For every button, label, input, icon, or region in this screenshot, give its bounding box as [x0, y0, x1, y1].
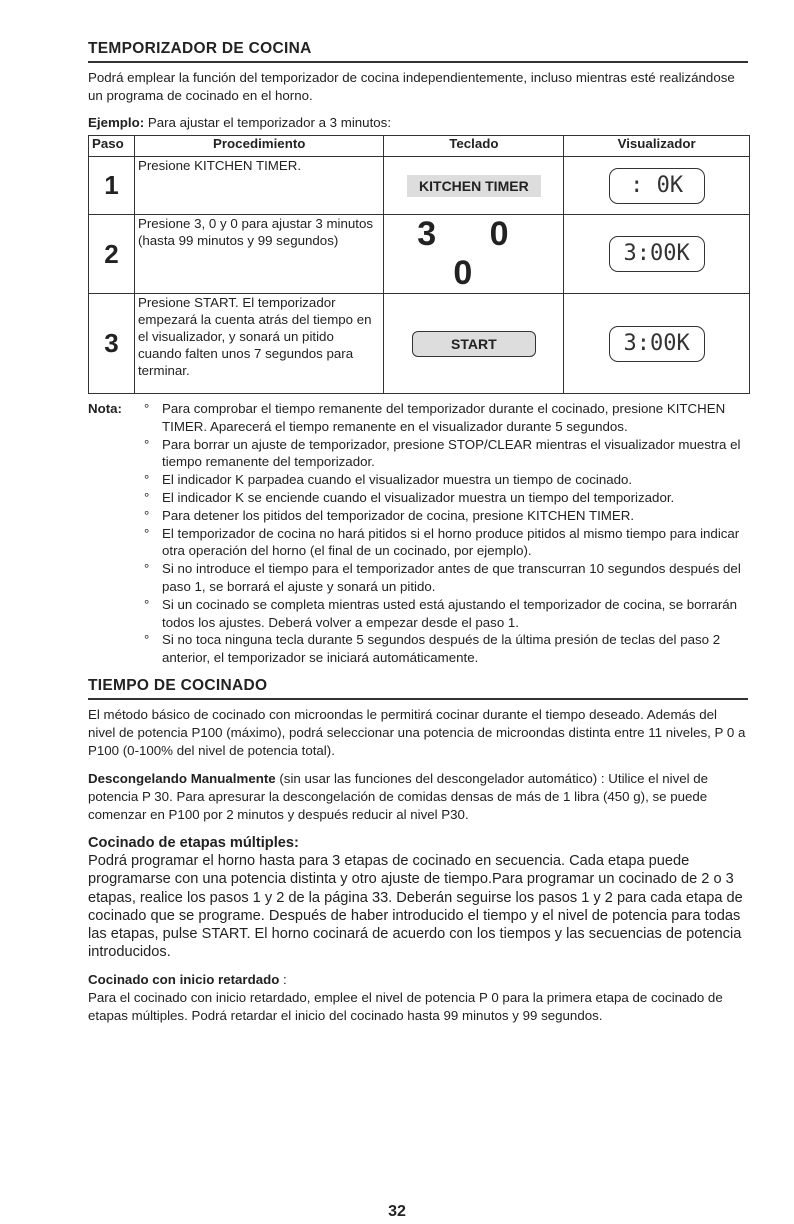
list-item: ° Si no introduce el tiempo para el temporizador antes de que transcurran 10 segundos después del paso 1, se borrará el ajuste y sonará un pitido.	[162, 560, 748, 596]
display-readout: : 0K	[609, 168, 705, 204]
list-item: ° Para comprobar el tiempo remanente del temporizador durante el cocinado, presione KITCHEN TIMER. Aparecerá el tiempo remanente en el visualizador durante 5 segundos.	[162, 400, 748, 436]
display-readout: 3:00K	[609, 236, 705, 272]
header-step: Paso	[89, 136, 135, 157]
keypad-cell	[384, 215, 564, 294]
list-item: ° El indicador K parpadea cuando el visualizador muestra un tiempo de cocinado.	[162, 471, 748, 489]
keypad-cell	[384, 157, 564, 215]
defrost-text: (sin usar las funciones del descongelador automático) : Utilice el nivel de potencia P 30. Para apresurar la descongelación de comidas densas de más de 1 libra (450 g), se puede comenzar en P100 por 2 minutos y después reducir al nivel P30.	[88, 770, 709, 822]
section-title-cooking: TIEMPO DE COCINADO	[88, 676, 268, 694]
defrost-label: Descongelando Manualmente	[88, 770, 276, 786]
multi-stage-text: Podrá programar el horno hasta para 3 etapas de cocinado en secuencia. Cada etapa puede programarse con una potencia distinta y otro ajuste de tiempo.Para programar un cocinado de 2 o 3 etapas, realice los pasos 1 y 2 de la página 33. Deberán seguirse los pasos 1 y 2 para cada etapa de cocinado que se programe. Después de haber introducido el tiempo y el nivel de potencia para todas las etapas, pulse START. El horno cocinará de acuerdo con los tiempos y las secuencias de potencia introducidos.	[88, 853, 743, 961]
display-cell	[564, 215, 750, 294]
header-procedure: Procedimiento	[134, 136, 383, 157]
delay-colon: :	[279, 972, 287, 988]
table-header-row	[89, 136, 750, 157]
list-item: ° Si un cocinado se completa mientras usted está ajustando el temporizador de cocina, se borrarán todos los ajustes. Deberá volver a empezar desde el paso 1.	[162, 596, 748, 632]
display-cell	[564, 157, 750, 215]
multi-stage-block	[88, 834, 748, 961]
delay-label: Cocinado con inicio retardado	[88, 972, 280, 988]
notes-label: Nota:	[88, 401, 122, 416]
start-key: START	[412, 331, 536, 357]
example-line	[88, 114, 748, 132]
header-display: Visualizador	[564, 136, 750, 157]
section-title-timer: TEMPORIZADOR DE COCINA	[88, 40, 312, 57]
table-row	[89, 215, 750, 294]
keypad-cell	[384, 294, 564, 394]
step-procedure: Presione 3, 0 y 0 para ajustar 3 minutos (hasta 99 minutos y 99 segundos)	[134, 215, 383, 294]
example-text: Para ajustar el temporizador a 3 minutos:	[147, 115, 392, 130]
list-item: ° Para borrar un ajuste de temporizador, presione STOP/CLEAR mientras el visualizador muestra el tiempo remanente del temporizador.	[162, 436, 748, 472]
table-row	[89, 294, 750, 394]
defrost-paragraph	[88, 770, 748, 824]
delay-text: Para el cocinado con inicio retardado, emplee el nivel de potencia P 0 para la primera etapa de cocinado de etapas múltiples. Podrá retardar el inicio del cocinado hasta 99 minutos y 99 segundos.	[88, 990, 723, 1024]
display-readout: 3:00K	[609, 326, 705, 362]
notes-block	[88, 400, 748, 667]
kitchen-timer-key: KITCHEN TIMER	[407, 175, 541, 197]
page-content	[88, 40, 748, 1025]
display-cell	[564, 294, 750, 394]
steps-table	[88, 135, 750, 394]
step-number: 3	[89, 294, 135, 394]
list-item: ° Si no toca ninguna tecla durante 5 segundos después de la última presión de teclas del paso 2 anterior, el temporizador se iniciará automáticamente.	[162, 631, 748, 667]
step-number: 1	[89, 157, 135, 215]
notes-list	[142, 400, 748, 667]
digit-keys: 3 0 0	[417, 215, 531, 292]
multi-stage-label: Cocinado de etapas múltiples:	[88, 834, 299, 851]
step-procedure: Presione START. El temporizador empezará la cuenta atrás del tiempo en el visualizador, y sonará un pitido cuando falten unos 7 segundos para terminar.	[134, 294, 383, 394]
page-number: 32	[388, 1203, 406, 1220]
divider	[88, 698, 748, 700]
timer-intro: Podrá emplear la función del temporizador de cocina independientemente, incluso mientras esté realizándose un programa de cocinado en el horno.	[88, 70, 735, 103]
list-item: ° Para detener los pitidos del temporizador de cocina, presione KITCHEN TIMER.	[162, 507, 748, 525]
header-keypad: Teclado	[384, 136, 564, 157]
list-item: ° El indicador K se enciende cuando el visualizador muestra un tiempo del temporizador.	[162, 489, 748, 507]
cooking-intro: El método básico de cocinado con microondas le permitirá cocinar durante el tiempo deseado. Además del nivel de potencia P100 (máximo), podrá seleccionar una potencia de microondas distinta entre 11 niveles, P 0 a P100 (0-100% del nivel de potencia total).	[88, 706, 746, 758]
step-procedure: Presione KITCHEN TIMER.	[134, 157, 383, 215]
step-number: 2	[89, 215, 135, 294]
divider	[88, 61, 748, 63]
list-item: ° El temporizador de cocina no hará pitidos si el horno produce pitidos al mismo tiempo para indicar otra operación del horno (el final de un cocinado, por ejemplo).	[162, 525, 748, 561]
table-row	[89, 157, 750, 215]
example-label: Ejemplo:	[88, 115, 145, 130]
delay-label-line	[88, 971, 748, 989]
